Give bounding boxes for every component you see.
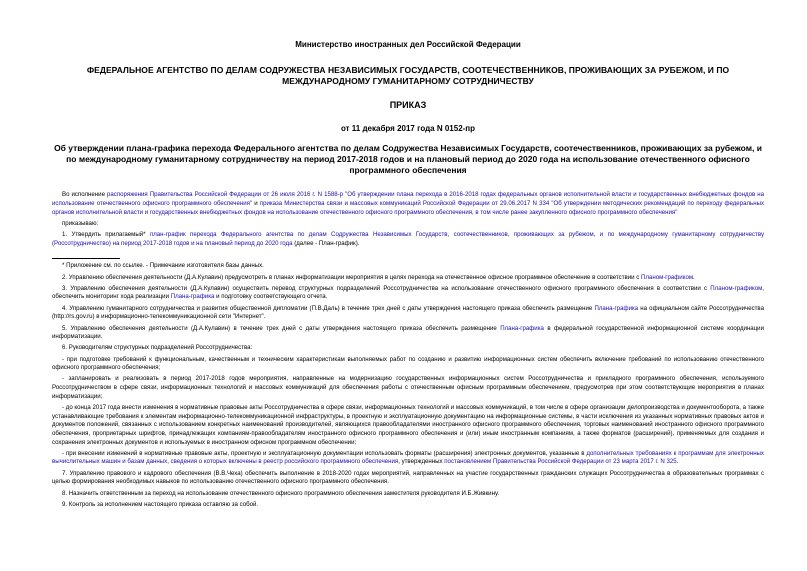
item-6-bullet — [52, 450, 764, 467]
item-6-bullet: - до конца 2017 года внести изменения в нормативные правовые акты Россотрудничества в сфере связи, информационных технологий и массовых коммуникаций, в том числе в сфере организации делопроизводства и документооборота, а также устанавливающие требования к элементам информационно-телекоммуникационной инфраструктуры, в проектную и эксплуатационную документацию на информационные системы, в части исключения из указанных нормативных правовых актов и документов положений, связанных с использованием конкретных наименований производителей, являющихся правообладателями иностранного офисного программного обеспечения, торговых наименований иностранного офисного программного обеспечения, проприетарных шрифтов, принадлежащих компаниям-правообладателям иностранного офисного программного обеспечения и (или) иным иностранным компаниям, а также форматов (расширений), применяемых для создания и сохранения электронных документов и используемых в иностранном офисном программном обеспечении; — [52, 404, 764, 446]
link-additional-requirements[interactable]: дополнительных требованиях к программам для электронных вычислительных машин и базам данных, сведения о которых включены в реестр российского программного обеспечения — [52, 449, 764, 466]
order-title: ПРИКАЗ — [389, 99, 427, 110]
item-text: 3. Управлению обеспечения деятельности (Д.А.Кулавин) осуществить перевод структурных подразделений Россотрудничества на использование отечественного офисного программного обеспечения в соответствии с — [62, 284, 711, 292]
preamble-text: Во исполнение — [62, 191, 107, 199]
preamble-text: и — [252, 199, 260, 207]
link-government-decree-325[interactable]: постановлением Правительства Российской Федерации от 23 марта 2017 г. N 325 — [444, 458, 677, 466]
link-plan-schedule[interactable]: план-график перехода Федерального агентства по делам Содружества Независимых Государств, соотечественников, проживающих за рубежом, и по международному гуманитарному сотрудничеству (Россотрудничество) на период 2017-2018 годов и на плановый период до 2020 года — [52, 231, 764, 247]
item-text: , обеспечить мониторинг хода реализации — [52, 284, 764, 301]
item-text: - при внесении изменений в нормативные правовые акты, проектную и эксплуатационную документации использовать форматы (расширения) электронных документов, указанные в — [62, 449, 587, 457]
agency-title: ФЕДЕРАЛЬНОЕ АГЕНТСТВО ПО ДЕЛАМ СОДРУЖЕСТВА НЕЗАВИСИМЫХ ГОСУДАРСТВ, СООТЕЧЕСТВЕННИКОВ, ПРОЖИВАЮЩИХ ЗА РУБЕЖОМ, И ПО МЕЖДУНАРОДНОМУ ГУМАНИТАРНОМУ СОТРУДНИЧЕСТВУ — [86, 65, 730, 87]
link-government-order-1588[interactable]: распоряжения Правительства Российской Федерации от 26 июля 2016 г. N 1588-р "Об утверждении плана перехода в 2016-2018 годах федеральных органов исполнительной власти и государственных внебюджетных фондов на использование отечественного офисного программного обеспечения" — [52, 191, 764, 207]
ministry-title: Министерство иностранных дел Российской Федерации — [295, 40, 521, 49]
item-7: 7. Управлению правового и кадрового обеспечения (В.В.Чеха) обеспечить выполнение в 2018-2020 годах мероприятий, направленных на участие государственных гражданских служащих Россотрудничества в образовательных программах с целью формирования необходимых навыков по использованию отечественного офисного программного обеспечения. — [52, 469, 764, 486]
item-text: 2. Управлению обеспечения деятельности (Д.А.Кулавин) предусмотреть в планах информатизации мероприятия в целях перехода на отечественное офисное программное обеспечение в соответствии с — [62, 273, 641, 281]
item-6-bullet: - при подготовке требований к функциональным, качественным и техническим характеристикам выполняемых работ по созданию и развитию информационных систем обеспечить включение требований по использованию отечественного офисного программного обеспечения; — [52, 355, 764, 372]
document-body — [52, 191, 764, 509]
item-text: , утвержденных — [398, 458, 445, 466]
item-text: 1. Утвердить прилагаемый* — [62, 231, 150, 238]
item-4 — [52, 305, 764, 322]
order-subject: Об утверждении плана-графика перехода Федерального агентства по делам Содружества Независимых Государств, соотечественников, проживающих за рубежом, и по международному гуманитарному сотрудничеству на период 2017-2018 годов и на плановый период до 2020 года на использование отечественного офисного программного обеспечения — [54, 142, 762, 176]
item-2 — [52, 274, 764, 283]
preamble — [52, 191, 764, 217]
item-text: 4. Управлению гуманитарного сотрудничества и развития общественной дипломатии (П.В.Даль) в течение трех дней с даты утверждения настоящего приказа обеспечить размещение — [62, 304, 595, 312]
link-plan-schedule[interactable]: Плана-графика — [594, 304, 639, 312]
footnote-divider — [52, 258, 120, 259]
item-text: . — [693, 273, 695, 281]
item-1 — [52, 231, 764, 248]
link-plan-schedule[interactable]: Планом-графиком — [710, 284, 763, 292]
item-text: 5. Управлению обеспечения деятельности (Д.А.Кулавин) в течение трех дней с даты утверждения настоящего приказа обеспечить размещение — [62, 324, 501, 332]
link-plan-schedule[interactable]: Плана-графика — [500, 324, 544, 332]
item-5 — [52, 325, 764, 342]
item-6-bullet: - запланировать и реализовать в период 2017-2018 годов мероприятия, направленные на модернизацию государственных информационных систем Россотрудничества и прикладного программного обеспечения, используемого Россотрудничеством в сфере связи, информационных технологий и массовых коммуникаций для обеспечения работы с отечественным офисным программным обеспечением, предусмотрев при этом соответствующие мероприятия в планах информатизации; — [52, 375, 764, 400]
order-date: от 11 декабря 2017 года N 0152-пр — [340, 123, 476, 133]
item-text: на официальном сайте Россотрудничества (http://rs.gov.ru) в информационно-телекоммуникационной сети "Интернет". — [52, 304, 764, 321]
link-plan-schedule[interactable]: Плана-графика — [170, 293, 215, 301]
item-9: 9. Контроль за исполнением настоящего приказа оставляю за собой. — [62, 500, 259, 508]
order-directive: приказываю: — [62, 219, 99, 227]
link-plan-schedule[interactable]: Планом-графиком — [641, 273, 694, 281]
link-ministry-order-334[interactable]: приказа Министерства связи и массовых коммуникаций Российской Федерации от 29.06.2017 N 334 "Об утверждении методических рекомендаций по переходу федеральных органов исполнительной власти и государственных внебюджетных фондов на использование отечественного офисного программного обеспечения, в том числе ранее закупленного офисного программного обеспечения" — [52, 199, 765, 216]
item-text: (далее - План-график). — [292, 239, 360, 247]
item-8: 8. Назначить ответственным за переход на использование отечественного офисного программного обеспечения заместителя руководителя И.Б.Живкину. — [62, 489, 500, 497]
item-text: и подготовку соответствующего отчета. — [214, 293, 328, 301]
document-page — [52, 0, 764, 512]
item-3 — [52, 285, 764, 302]
item-text: в федеральной государственной информационной системе координации информатизации. — [52, 324, 764, 341]
footnote: * Приложение см. по ссылке. - Примечание изготовителя базы данных. — [62, 262, 264, 270]
item-6-heading: 6. Руководителям структурных подразделений Россотрудничества: — [62, 344, 253, 352]
item-text: . — [676, 458, 679, 466]
